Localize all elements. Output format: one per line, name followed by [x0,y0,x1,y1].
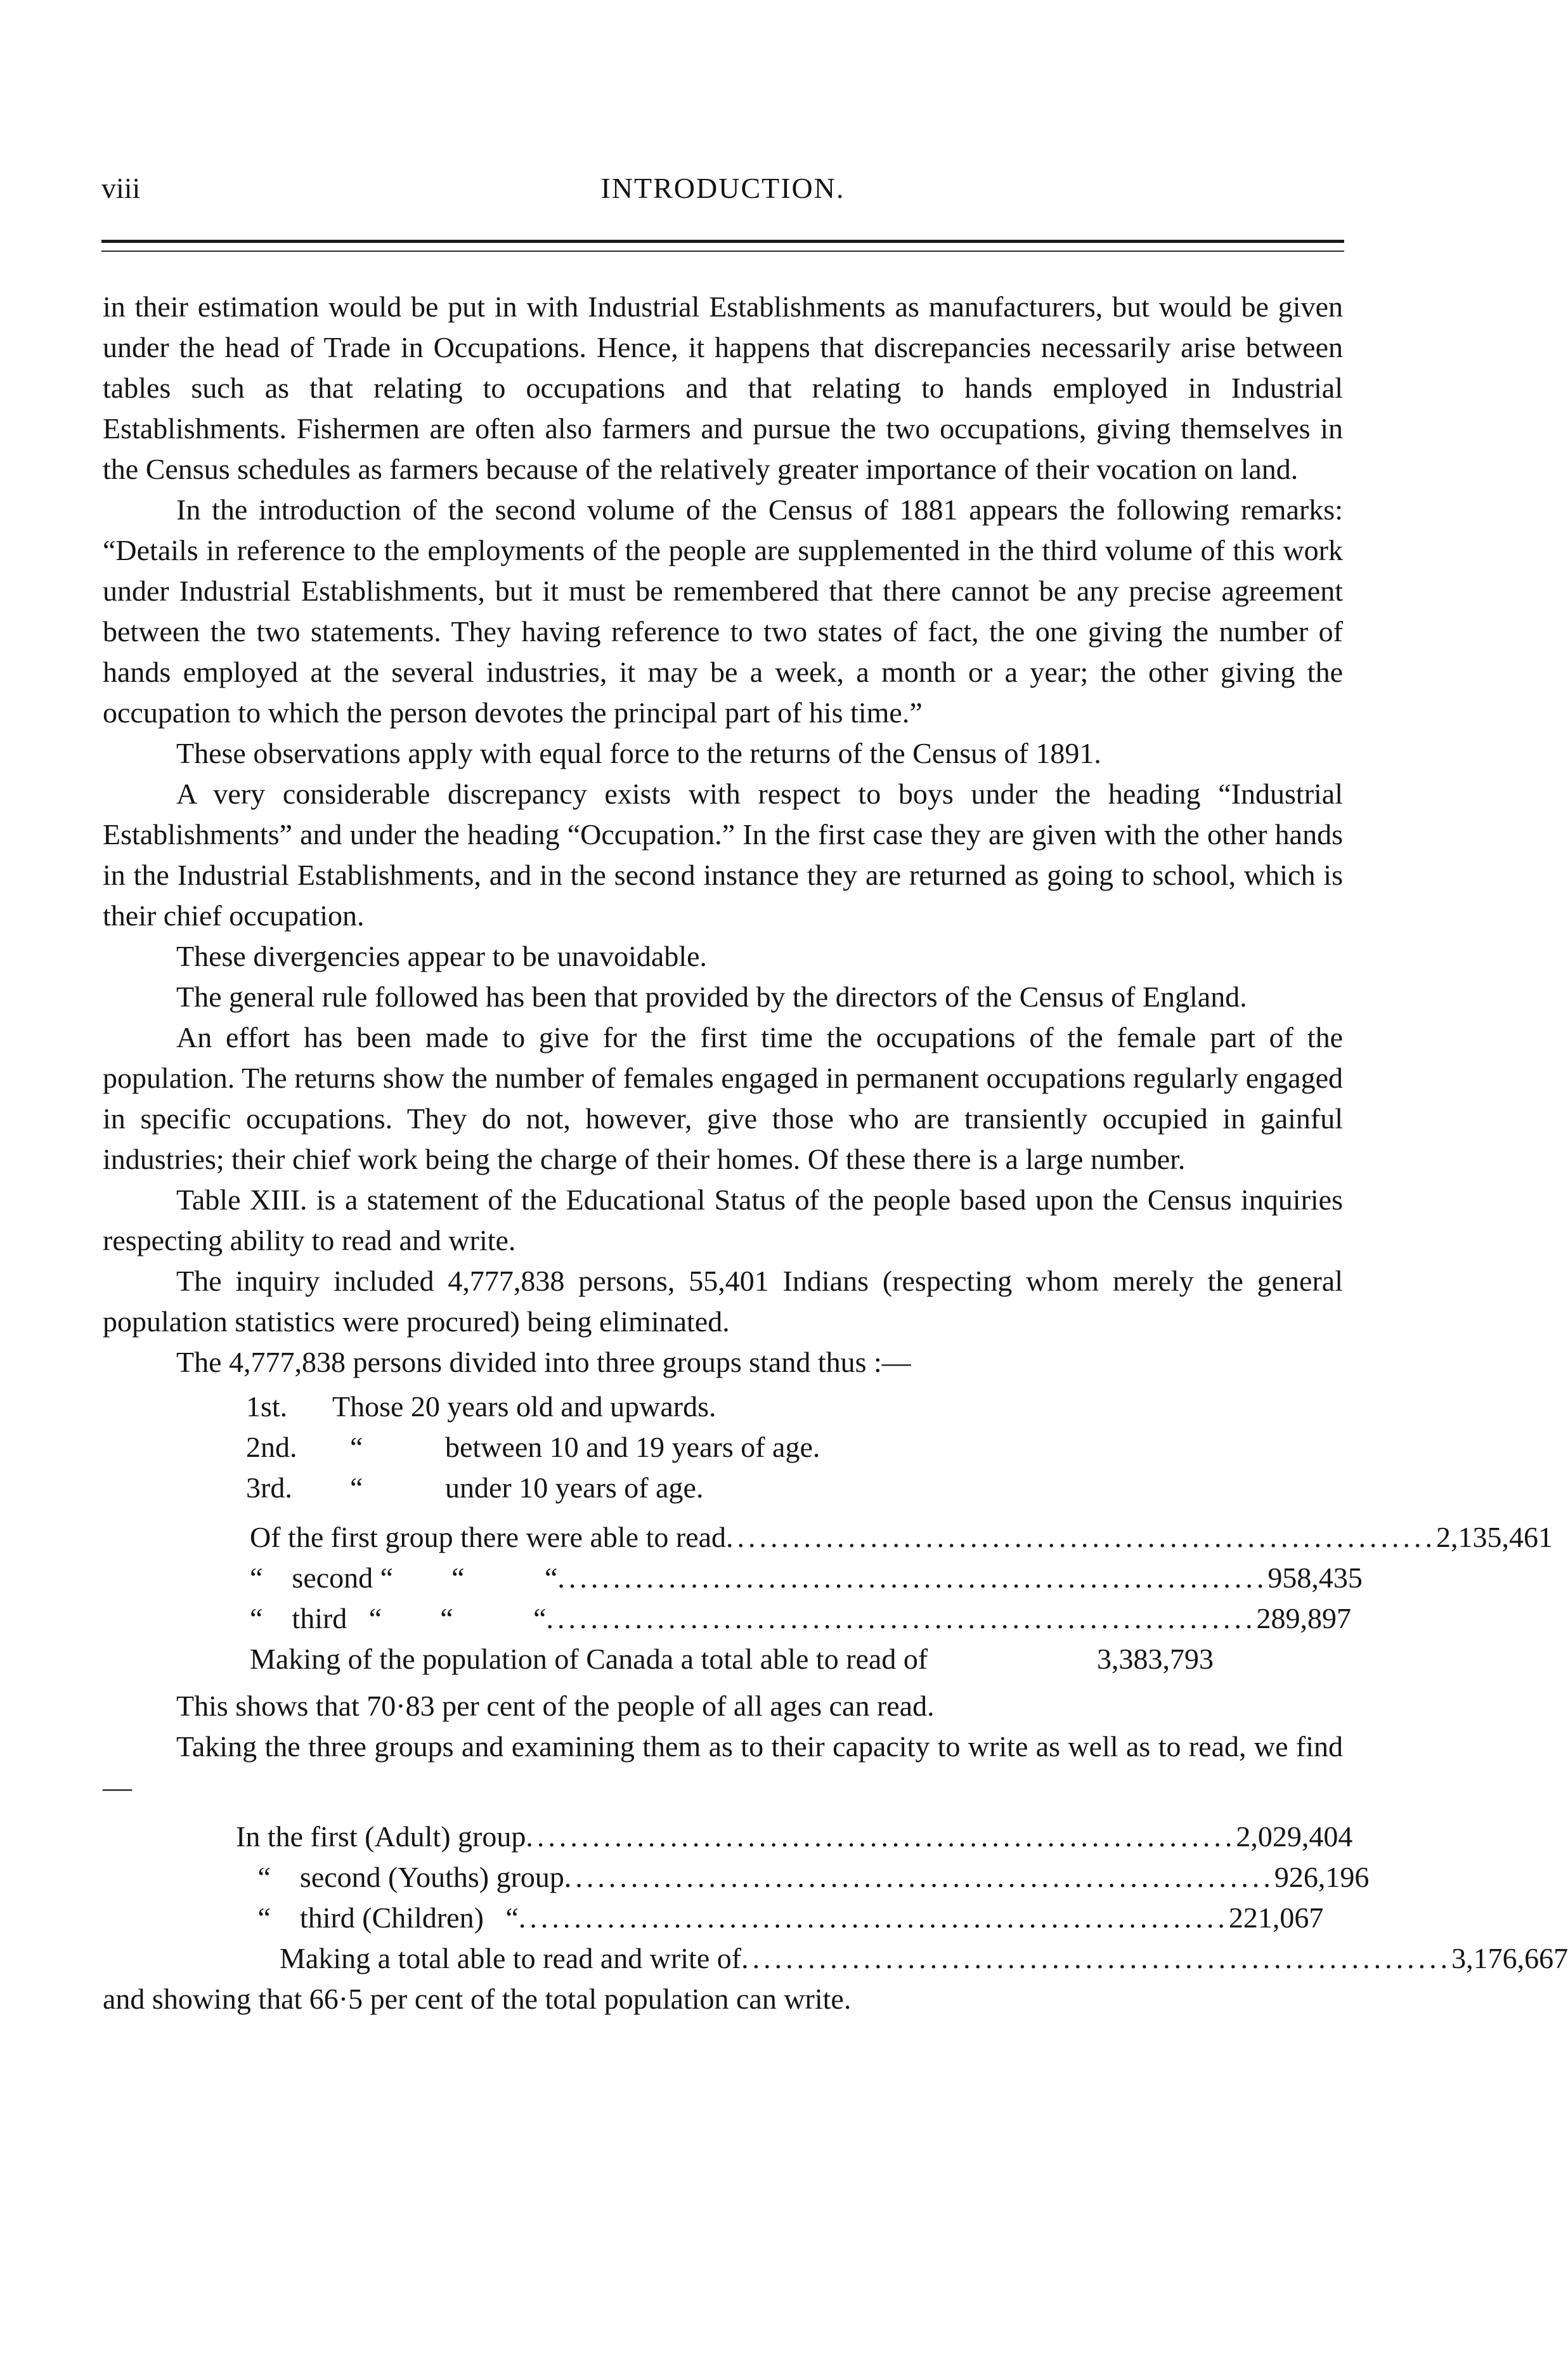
paragraph-general-rule: The general rule followed has been that provided by the directors of the Census of England. [176,981,1247,1013]
table-row [250,1558,1363,1598]
group-ordinal: 3rd. [246,1471,292,1504]
paragraph-continuation: in their estimation would be put in with Industrial Establishments as manufacturers, but would be given under the head of Trade in Occupations. Hence, it happens that discrepancies necessarily arise between tables such as that relating to occupations and that relating to hands employed in Industrial Establishments. Fishermen are often also farmers and pursue the two occupations, giving themselves in the Census schedules as farmers because of the relatively greater importance of their vocation on land. [103,290,1343,485]
list-item [246,1386,1343,1427]
paragraph-observations: These observations apply with equal force to the returns of the Census of 1891. [176,737,1101,769]
running-header [101,171,1344,216]
table-row [236,1857,1370,1898]
write-table [236,1816,1568,1979]
list-item [246,1427,1343,1468]
group-ordinal: 2nd. [246,1431,297,1463]
total-label: Making a total able to read and write of [236,1942,742,1974]
list-item [246,1468,1343,1508]
row-label: “ second “ “ “ [250,1562,558,1594]
total-value: 3,176,667 [1451,1942,1568,1974]
paragraph-discrepancy: A very considerable discrepancy exists with respect to boys under the heading “Industrial Establishments” and under the heading “Occupation.” In the first case they are given with the other hands in the Industrial Establishments, and in the second instance they are returned as going to school, which is their chief occupation. [103,778,1343,932]
total-label: Making of the population of Canada a total able to read of [250,1643,928,1675]
paragraph-groups-intro: The 4,777,838 persons divided into three groups stand thus :— [176,1346,911,1378]
row-label: “ third (Children) “ [236,1901,519,1934]
row-label: In the first (Adult) group [236,1820,526,1853]
table-row [236,1816,1353,1857]
header-rule-thick [101,240,1344,243]
row-label: “ second (Youths) group [236,1861,564,1893]
group-description: between 10 and 19 years of age. [445,1431,820,1463]
leader-dots: ................................................................ [741,1942,1452,1974]
row-value: 289,897 [1256,1602,1352,1634]
body-text [103,287,1568,2019]
leader-dots: ................................................................ [546,1602,1257,1634]
leader-dots: ................................................................ [564,1861,1274,1893]
row-value: 926,196 [1274,1861,1370,1893]
table-row [250,1598,1352,1639]
group-description: under 10 years of age. [445,1471,704,1504]
row-label: Of the first group there were able to read [250,1521,727,1553]
page-title: INTRODUCTION. [600,172,845,204]
read-table [250,1517,1553,1679]
group-ordinal: 1st. [246,1390,288,1423]
ditto-mark: “ [350,1431,363,1463]
page-number: viii [101,172,141,204]
paragraph-read-percent: This shows that 70·83 per cent of the people of all ages can read. [176,1690,935,1722]
table-total-row [236,1938,1568,1979]
table-row [236,1898,1324,1938]
table-row [250,1517,1553,1558]
row-value: 221,067 [1228,1901,1324,1934]
paragraph-inquiry: The inquiry included 4,777,838 persons, 55,401 Indians (respecting whom merely the general population statistics were procured) being eliminated. [103,1265,1343,1338]
row-label: “ third “ “ “ [250,1602,547,1634]
leader-dots: ................................................................ [526,1820,1236,1853]
paragraph-table-xiii: Table XIII. is a statement of the Educational Status of the people based upon the Census inquiries respecting ability to read and write. [103,1184,1343,1256]
paragraph-divergencies: These divergencies appear to be unavoidable. [176,940,708,972]
row-value: 2,029,404 [1236,1820,1353,1853]
row-value: 958,435 [1267,1562,1363,1594]
ditto-mark: “ [350,1471,363,1504]
header-rule-thin [101,251,1344,252]
total-value: 3,383,793 [1097,1643,1214,1675]
row-value: 2,135,461 [1436,1521,1553,1553]
leader-dots: ................................................................ [557,1562,1268,1594]
paragraph-census-1881: In the introduction of the second volume of the Census of 1881 appears the following remarks: “Details in reference to the employments of the people are supplemented in the third volume of this work under Industrial Establishments, but it must be remembered that there cannot be any precise agreement between the two statements. They having reference to two states of fact, the one giving the number of hands employed at the several industries, it may be a week, a month or a year; the other giving the occupation to which the person devotes the principal part of his time.” [103,493,1343,729]
leader-dots: ................................................................ [518,1901,1229,1934]
group-description: Those 20 years old and upwards. [332,1390,716,1423]
leader-dots: ................................................................ [726,1521,1437,1553]
paragraph-write-percent: and showing that 66·5 per cent of the total population can write. [103,1983,852,2015]
age-groups-list [103,1386,1343,1508]
table-total-row [250,1639,1214,1679]
paragraph-write-intro: Taking the three groups and examining them as to their capacity to write as well as to read, we find— [103,1730,1343,1803]
paragraph-female-occupations: An effort has been made to give for the first time the occupations of the female part of the population. The returns show the number of females engaged in permanent occupations regularly engaged in specific occupations. They do not, however, give those who are transiently occupied in gainful industries; their chief work being the charge of their homes. Of these there is a large number. [103,1021,1343,1175]
